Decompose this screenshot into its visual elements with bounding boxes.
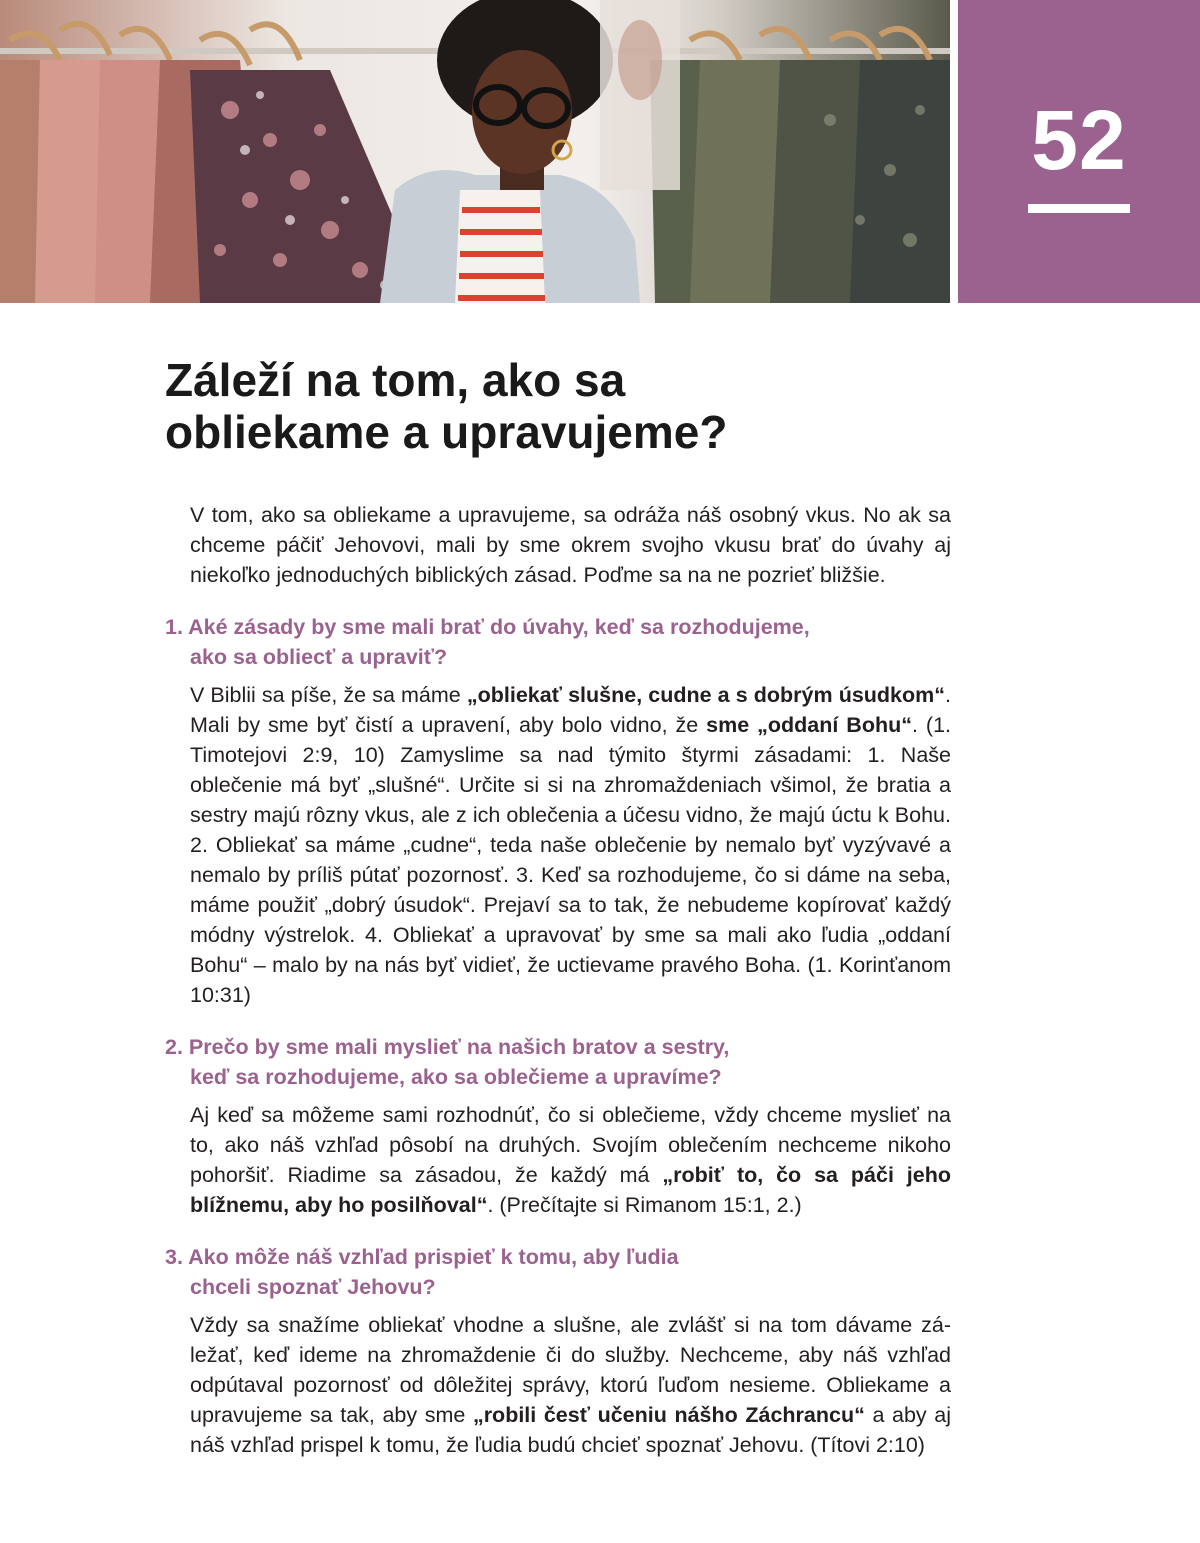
page-title-line-2: obliekame a upravujeme? [165,406,728,458]
answer-2-bold-a: „robiť to, čo sa páči jeho blížnemu, aby ho posilňoval“ [190,1163,952,1217]
answer-1-text-c: . (1. Timotejovi 2:9, 10) Zamyslime sa nad týmito štyrmi zásadami: 1. Naše oblečenie má byť „slušné“. Určite si si na zhromaždeniach všimol, že bratia a sestry majú rôzny vkus, ale z ich oblečenia a účesu vidno, že majú úctu k Bohu. 2. Obliekať sa máme „cudne“, teda naše oblečenie by nemalo byť vyzývavé a nemalo by príliš pútať pozornosť. 3. Keď sa rozhodujeme, čo si dáme na seba, máme použiť „dobrý úsudok“. Prejaví sa to tak, že nebudeme kopírovať každý módny výstrelok. 4. Obliekať a upravovať by sme sa mali ako ľudia „oddaní Bohu“ – malo by na nás byť vidieť, že uctievame pravého Boha. (1. Korinťanom 10:31) [190,713,951,1007]
answer-2-text-a: Aj keď sa môžeme sami rozhodnúť, čo si oblečieme, vždy chceme myslieť na to, ako náš vzhľad pôsobí na druhých. Svojím oblečením nechceme nikoho pohoršiť. Riadime sa zásadou, že každý má [190,1103,951,1187]
photo-illustration [0,0,950,303]
question-1-line-1: 1. Aké zásady by sme mali brať do úvahy, keď sa rozhodujeme, [165,615,810,639]
intro-paragraph: V tom, ako sa obliekame a upravujeme, sa odráža náš osobný vkus. No ak sa chceme páčiť Jehovovi, mali by sme okrem svojho vkusu brať do úvahy aj niekoľko jednoduchých biblických zásad. Poďme sa na ne pozrieť bližšie. [190,503,951,587]
answer-1-text-b: . Mali by sme byť čistí a upravení, aby bolo vidno, že [190,683,951,737]
answer-3-bold-a: „robili česť učeniu nášho Záchrancu“ [472,1403,865,1427]
section-3 [165,1242,951,1460]
question-2-line-2: keď sa rozhodujeme, ako sa oblečieme a upravíme? [190,1065,722,1089]
question-3 [165,1242,951,1302]
question-2-line-1: 2. Prečo by sme mali myslieť na našich bratov a sestry, [165,1035,730,1059]
lesson-badge [958,0,1200,303]
question-3-line-2: chceli spoznať Jehovu? [190,1275,436,1299]
section-2 [165,1032,951,1220]
answer-1-text-a: V Biblii sa píše, že sa máme [190,683,467,707]
answer-3 [190,1310,951,1460]
page-title [165,354,985,458]
question-3-line-1: 3. Ako môže náš vzhľad prispieť k tomu, aby ľudia [165,1245,679,1269]
answer-2-text-b: . (Prečítajte si Rimanom 15:1, 2.) [487,1193,802,1217]
question-1 [165,612,951,672]
answer-1 [190,680,951,1010]
header-photo [0,0,950,303]
lesson-number: 52 [1031,93,1127,187]
section-1 [165,612,951,1010]
answer-3-text-b: a aby aj náš vzhľad prispel k tomu, že ľudia budú chcieť spoznať Jehovu. (Títovi 2:10) [190,1403,951,1457]
answer-1-bold-a: „obliekať slušne, cudne a s dobrým úsudkom“ [466,683,946,707]
answer-2 [190,1100,951,1220]
page-title-line-1: Záleží na tom, ako sa [165,354,626,406]
answer-1-bold-b: sme „oddaní Bohu“ [706,713,912,737]
question-1-line-2: ako sa obliecť a upraviť? [190,645,448,669]
question-2 [165,1032,951,1092]
answer-3-text-a: Vždy sa snažíme obliekať vhodne a slušne, ale zvlášť si na tom dávame záležať, keď ideme na zhromaždenie či do služby. Nechceme, aby náš vzhľad odpútaval pozornosť od dôležitej správy, ktorú ľuďom nesieme. Obliekame a upravujeme sa tak, aby sme [190,1313,951,1427]
lesson-number-underline [1028,204,1130,213]
lesson-content [165,500,951,1482]
